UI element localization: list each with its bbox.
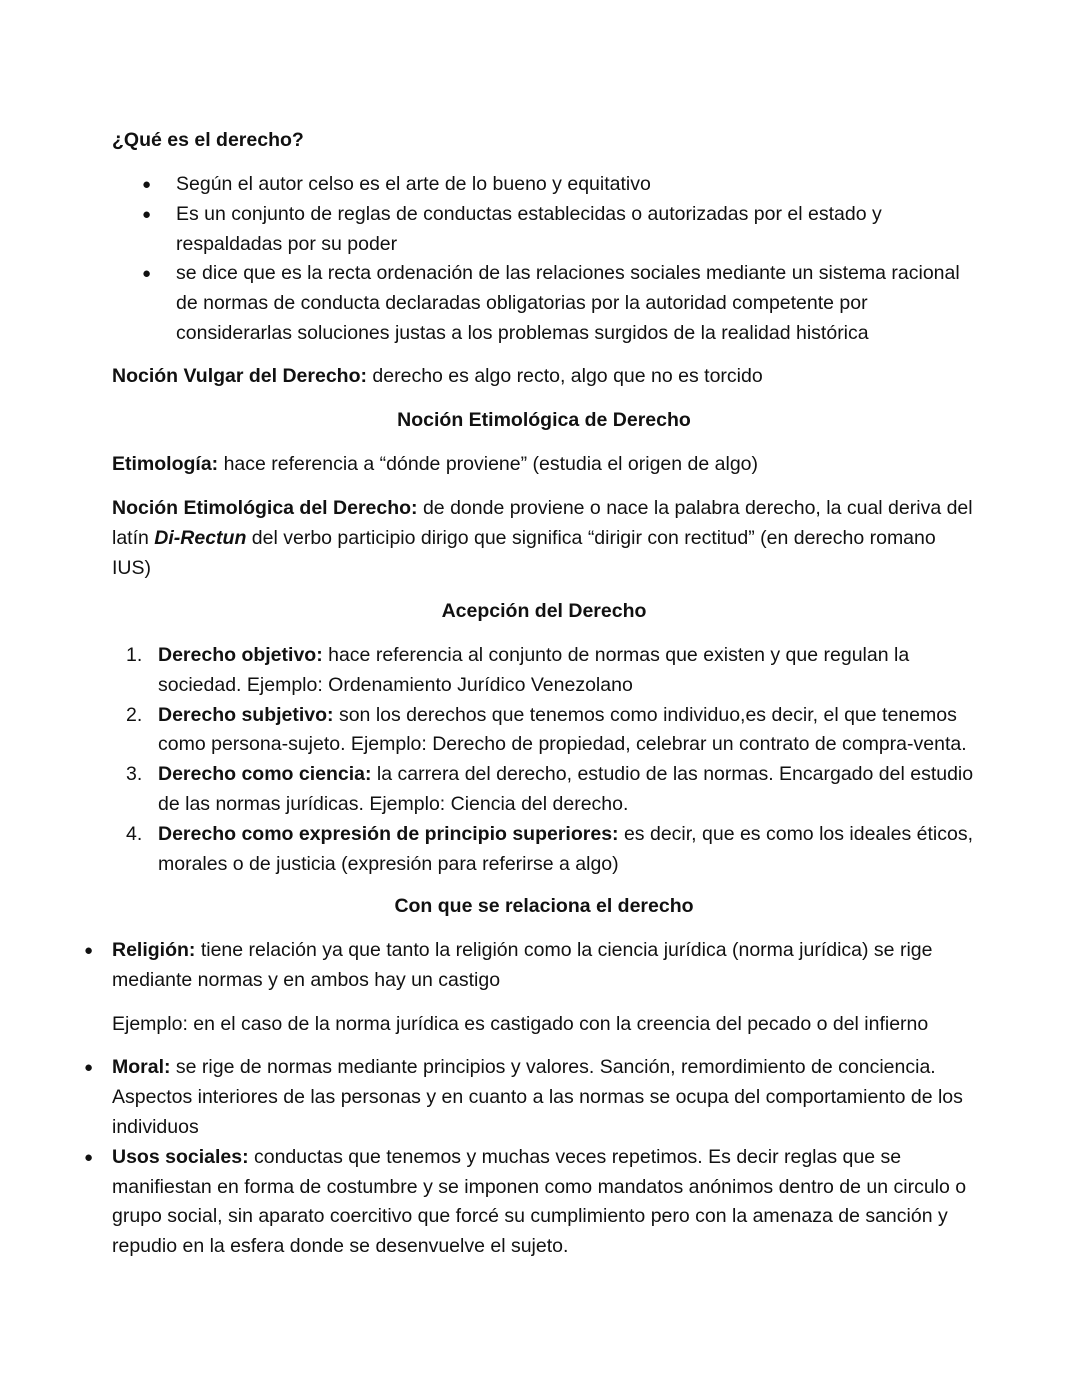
list-item: ● se dice que es la recta ordenación de las relaciones sociales mediante un sistema racional de normas de conducta declaradas obligatorias por la autoridad competente por considerarlas soluciones justas a los problemas surgidos de la realidad histórica bbox=[176, 259, 976, 348]
list-item: 4. Derecho como expresión de principio superiores: es decir, que es como los ideales éticos, morales o de justicia (expresión para referirse a algo) bbox=[126, 822, 973, 875]
list-item: 3. Derecho como ciencia: la carrera del derecho, estudio de las normas. Encargado del estudio de las normas jurídicas. Ejemplo: Ciencia del derecho. bbox=[126, 763, 974, 815]
vulgar-notion-paragraph: Noción Vulgar del Derecho: derecho es algo recto, algo que no es torcido bbox=[112, 365, 763, 387]
etymological-notion-paragraph: Noción Etimológica del Derecho: de donde proviene o nace la palabra derecho, la cual deriva del latín Di-Rectun del verbo participio dirigo que significa “dirigir con rectitud” (en derecho romano IUS) bbox=[112, 497, 973, 579]
list-item: ● Es un conjunto de reglas de conductas establecidas o autorizadas por el estado y respaldadas por su poder bbox=[176, 200, 976, 260]
etymology-heading: Noción Etimológica de Derecho bbox=[397, 409, 691, 431]
relacion-heading: Con que se relaciona el derecho bbox=[394, 895, 694, 917]
list-item: 2. Derecho subjetivo: son los derechos que tenemos como individuo,es decir, el que tenemos como persona-sujeto. Ejemplo: Derecho de propiedad, celebrar un contrato de compra-venta. bbox=[126, 703, 967, 756]
list-item-religion: ● Religión: tiene relación ya que tanto la religión como la ciencia jurídica (norma jurídica) se rige mediante normas y en ambos hay un castigo bbox=[112, 936, 977, 996]
acepcion-heading: Acepción del Derecho bbox=[441, 600, 647, 622]
list-item: 1. Derecho objetivo: hace referencia al conjunto de normas que existen y que regulan la sociedad. Ejemplo: Ordenamiento Jurídico Venezolano bbox=[126, 644, 910, 696]
list-item-usos-sociales: ● Usos sociales: conductas que tenemos y muchas veces repetimos. Es decir reglas que se manifiestan en forma de costumbre y se imponen como mandatos anónimos dentro de un circulo o grupo social, sin aparato coercitivo que forcé su cumplimiento pero con la amenaza de sanción y repudio en la esfera donde se desenvuelve el sujeto. bbox=[112, 1143, 977, 1262]
religion-example: Ejemplo: en el caso de la norma jurídica es castigado con la creencia del pecado o del infierno bbox=[112, 1012, 929, 1035]
definitions-list bbox=[176, 170, 976, 349]
relaciones-list bbox=[112, 936, 977, 1262]
acepciones-list bbox=[126, 641, 978, 879]
section-heading-que-es: ¿Qué es el derecho? bbox=[112, 129, 304, 151]
list-item: ● Según el autor celso es el arte de lo bueno y equitativo bbox=[176, 170, 976, 200]
list-item-moral: ● Moral: se rige de normas mediante principios y valores. Sanción, remordimiento de conciencia. Aspectos interiores de las personas y en cuanto a las normas se ocupa del comportamiento de los individuos bbox=[112, 1053, 977, 1142]
etymology-paragraph: Etimología: hace referencia a “dónde proviene” (estudia el origen de algo) bbox=[112, 453, 759, 475]
